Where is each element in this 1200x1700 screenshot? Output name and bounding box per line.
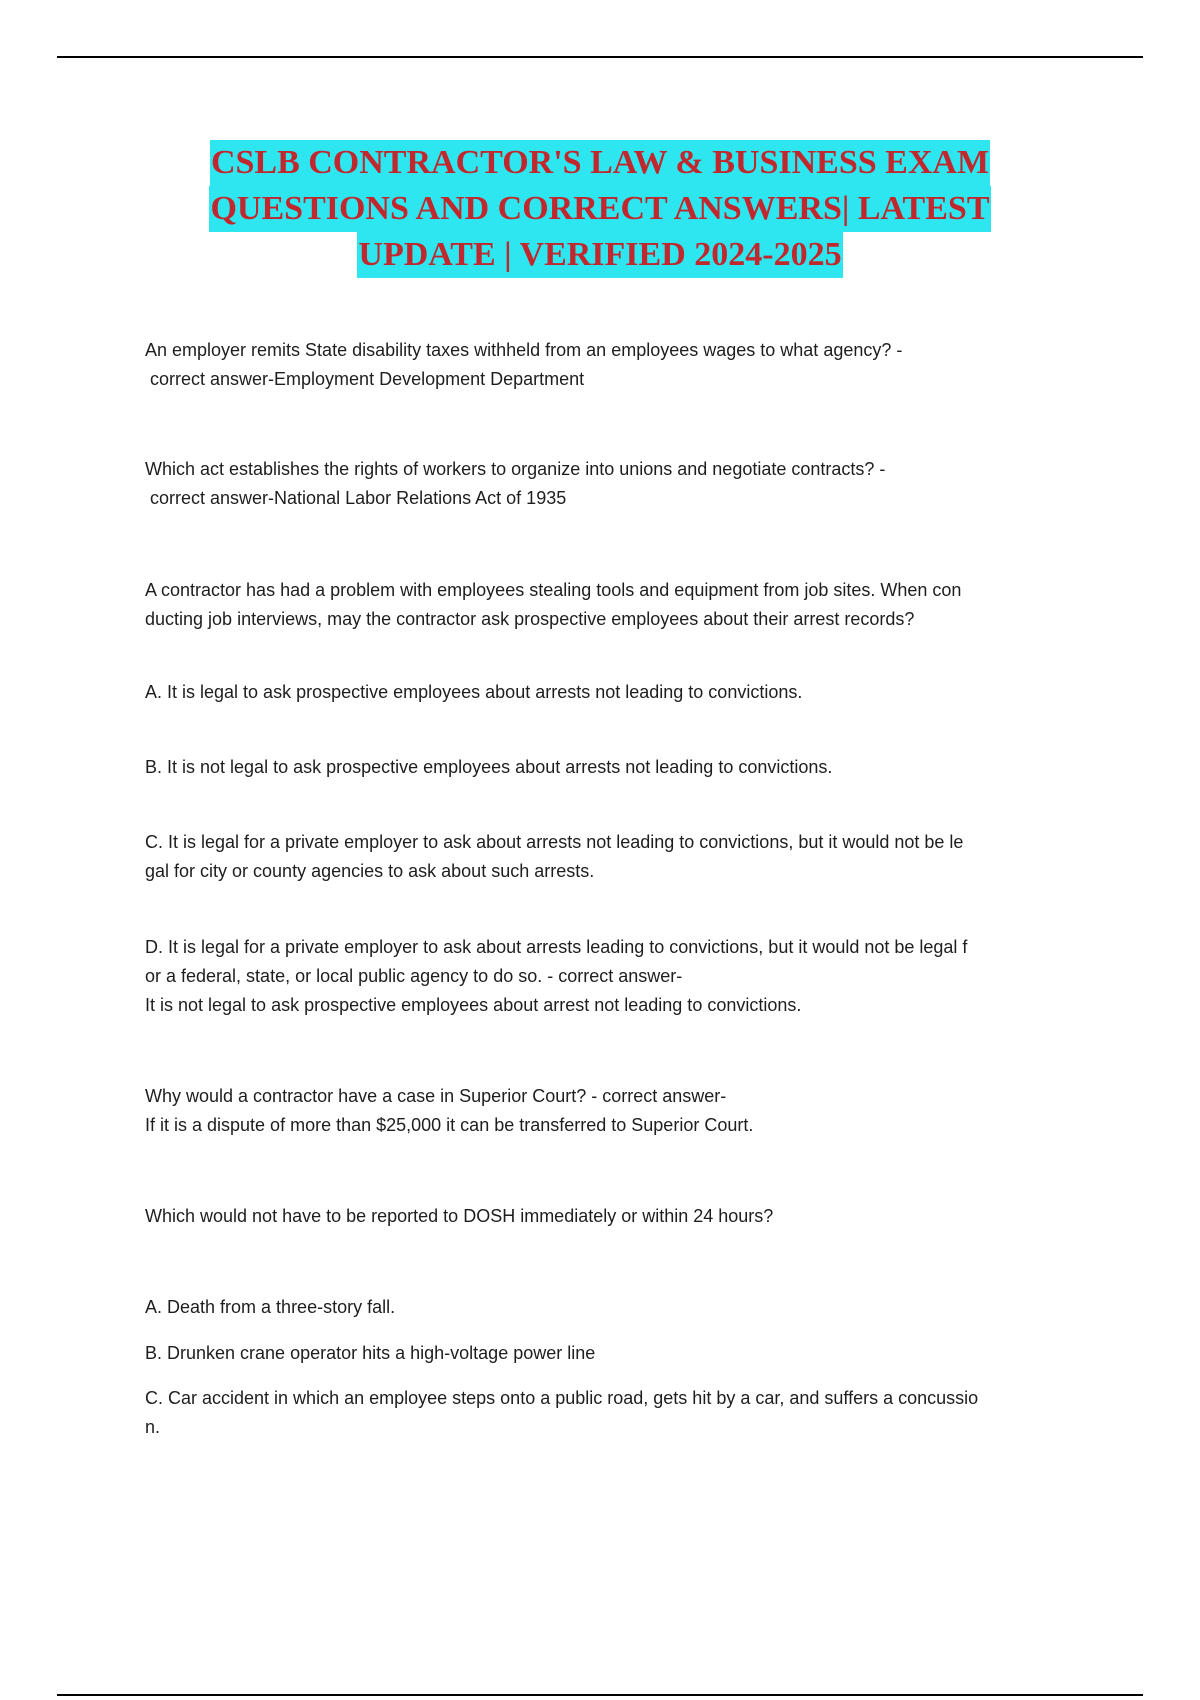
text-line: B. Drunken crane operator hits a high-voltage power line	[145, 1343, 596, 1363]
option-a	[145, 678, 1095, 707]
text-line: C. Car accident in which an employee steps onto a public road, gets hit by a car, and suffers a concussio	[145, 1388, 979, 1408]
option-b	[145, 1339, 1095, 1368]
text-line: Why would a contractor have a case in Superior Court? - correct answer-	[145, 1086, 727, 1106]
answer-line: If it is a dispute of more than $25,000 it can be transferred to Superior Court.	[145, 1115, 754, 1135]
question-paragraph	[145, 336, 1095, 394]
question-paragraph	[145, 1082, 1095, 1140]
option-d	[145, 933, 1095, 1020]
question-paragraph	[145, 455, 1095, 513]
title-line-2: QUESTIONS AND CORRECT ANSWERS| LATEST	[209, 186, 990, 232]
title-line-3: UPDATE | VERIFIED 2024-2025	[357, 232, 842, 278]
answer-line: correct answer-National Labor Relations Act of 1935	[150, 488, 567, 508]
option-a	[145, 1293, 1095, 1322]
text-line: ducting job interviews, may the contractor ask prospective employees about their arrest records?	[145, 609, 915, 629]
top-rule	[57, 56, 1143, 58]
text-line: A. Death from a three-story fall.	[145, 1297, 396, 1317]
title-line-1: CSLB CONTRACTOR'S LAW & BUSINESS EXAM	[210, 140, 990, 186]
text-line: gal for city or county agencies to ask about such arrests.	[145, 861, 595, 881]
answer-line: correct answer-Employment Development Department	[150, 369, 585, 389]
text-line: Which would not have to be reported to DOSH immediately or within 24 hours?	[145, 1206, 774, 1226]
option-c	[145, 828, 1095, 886]
question-paragraph	[145, 576, 1095, 634]
text-line: A contractor has had a problem with employees stealing tools and equipment from job sites. When con	[145, 580, 962, 600]
option-b	[145, 753, 1095, 782]
text-line: C. It is legal for a private employer to ask about arrests not leading to convictions, but it would not be le	[145, 832, 964, 852]
answer-line: It is not legal to ask prospective employees about arrest not leading to convictions.	[145, 995, 802, 1015]
text-line: Which act establishes the rights of workers to organize into unions and negotiate contracts? -	[145, 459, 886, 479]
option-c	[145, 1384, 1095, 1442]
document-title	[0, 140, 1200, 278]
question-paragraph	[145, 1202, 1095, 1231]
text-line: n.	[145, 1417, 161, 1437]
text-line: D. It is legal for a private employer to ask about arrests leading to convictions, but it would not be legal f	[145, 937, 968, 957]
text-line: An employer remits State disability taxes withheld from an employees wages to what agency? -	[145, 340, 903, 360]
text-line: or a federal, state, or local public agency to do so. - correct answer-	[145, 966, 683, 986]
bottom-rule	[57, 1694, 1143, 1696]
text-line: B. It is not legal to ask prospective employees about arrests not leading to convictions.	[145, 757, 833, 777]
text-line: A. It is legal to ask prospective employees about arrests not leading to convictions.	[145, 682, 803, 702]
